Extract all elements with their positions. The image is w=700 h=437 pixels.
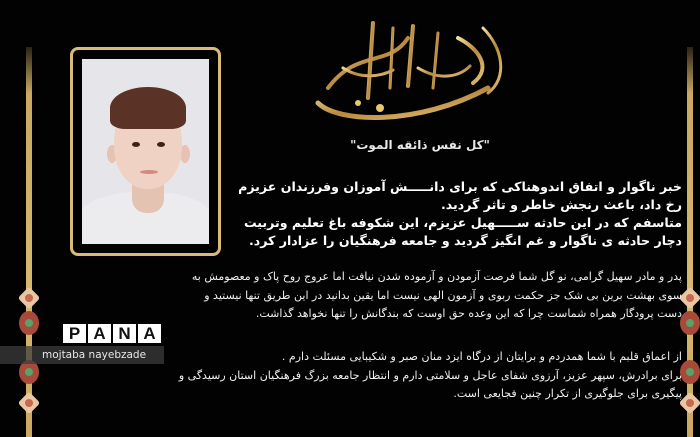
pana-logo <box>63 324 161 343</box>
paragraph-announcement <box>238 178 682 250</box>
text-line: دست پرودگار همراه شماست چرا که این وعده حق اوست که بندگانش را تنها نخواهد گذاشت. <box>255 307 682 320</box>
floral-ornament-icon <box>679 392 700 414</box>
text-line: رخ داد، باعث رنجش خاطر و تاثر گردید. <box>440 197 682 212</box>
text-line: خبر ناگوار و اتفاق اندوهناکی که برای دانـــــش آموزان وفرزندان عزیزم <box>238 179 682 194</box>
photo-frame <box>70 47 221 256</box>
text-line: سوی بهشت برین بی شک جز حکمت ربوی و آزمون الهی نیست اما یقین بدانید در این طریق تنها نیستید و <box>204 288 682 302</box>
floral-ornament-icon <box>679 287 700 309</box>
text-line: از اعماق قلبم با شما همدردم و برایتان از درگاه ایزد منان صبر و شکیبایی مسئلت دارم . <box>281 350 682 363</box>
logo-letter: P <box>63 324 86 343</box>
floral-ornament-icon <box>19 311 39 335</box>
text-line: پدر و مادر سهیل گرامی، نو گل شما فرصت آزمودن و آزموده شدن نیافت اما عروج روح پاک و معصومش به <box>191 270 682 283</box>
floral-ornament-icon <box>680 311 700 335</box>
paragraph-sympathy <box>170 348 682 404</box>
text-line: برای برادرش، سپهر عزیز، آرزوی شفای عاجل و سلامتی دارم و انتظار جامعه بزرگ فرهنگیان استان رسیدگی و <box>178 368 682 382</box>
text-line: پیگیری برای جلوگیری از تکرار چنین فجایعی است. <box>453 387 682 400</box>
floral-ornament-icon <box>680 360 700 384</box>
logo-letter: N <box>113 324 136 343</box>
paragraph-parents <box>170 268 682 324</box>
photographer-credit: mojtaba nayebzade <box>0 346 164 364</box>
floral-ornament-icon <box>18 287 40 309</box>
logo-letter: A <box>138 324 161 343</box>
logo-letter: A <box>88 324 111 343</box>
floral-ornament-icon <box>18 392 40 414</box>
text-line: دچار حادثه ی ناگوار و غم انگیز گردید و جامعه فرهنگیان را عزادار کرد. <box>248 233 682 248</box>
calligraphy-logo <box>298 8 518 128</box>
quran-verse: "کل نفس ذائقه الموت" <box>350 138 490 152</box>
student-portrait <box>82 59 209 244</box>
text-line: متاسفم که در این حادثه ســـــهیل عزیزم، این شکوفه باغ تعلیم وتربیت <box>243 215 682 230</box>
